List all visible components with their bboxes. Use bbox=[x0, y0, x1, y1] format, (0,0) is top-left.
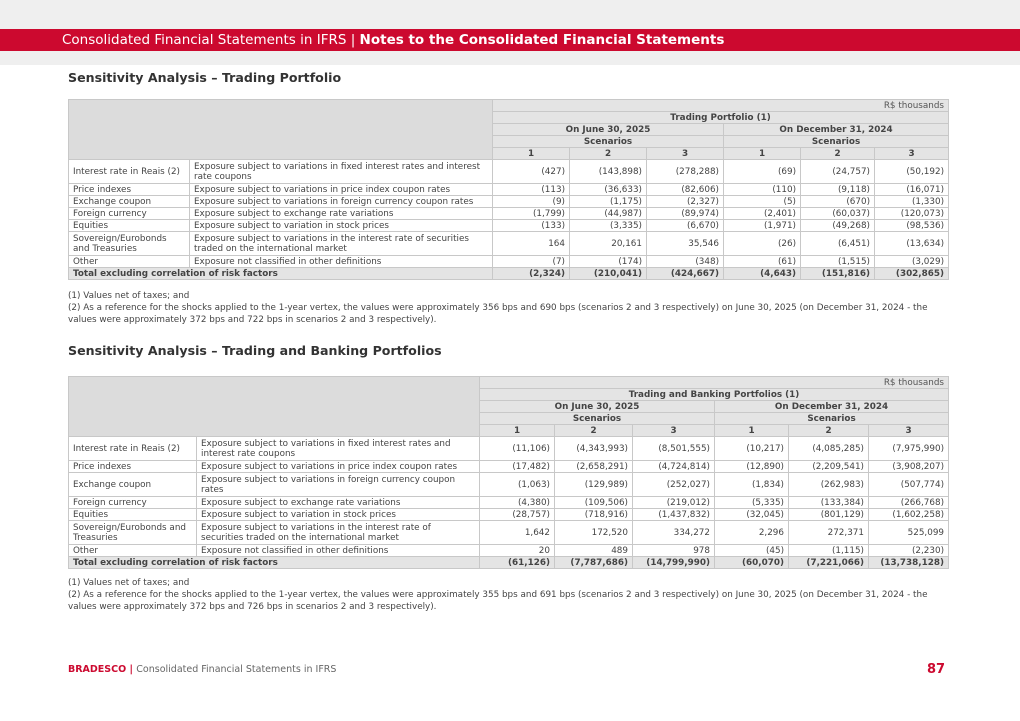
value-cell: (49,268) bbox=[801, 220, 875, 232]
risk-factor-label: Other bbox=[69, 545, 197, 557]
footer-text: Consolidated Financial Statements in IFRS bbox=[136, 664, 337, 675]
value-cell: (3,335) bbox=[570, 220, 647, 232]
header-right-text: Notes to the Consolidated Financial Statements bbox=[359, 32, 725, 48]
value-cell: (1,330) bbox=[875, 196, 949, 208]
value-cell: 334,272 bbox=[633, 521, 715, 545]
value-cell: (82,606) bbox=[647, 184, 724, 196]
table-row bbox=[69, 461, 949, 473]
total-value: (60,070) bbox=[715, 557, 789, 569]
footer-brand: BRADESCO bbox=[68, 664, 127, 675]
footnote: (2) As a reference for the shocks applied to the 1-year vertex, the values were approximately 355 bps and 691 bps (scenarios 2 and 3 respectively) on June 30, 2025 (on December 31, 2024 - the values were approximately 372 bps and 726 bps in scenarios 2 and 3 respectively). bbox=[68, 590, 928, 612]
period-header: On June 30, 2025 bbox=[493, 124, 724, 136]
total-value: (7,221,066) bbox=[789, 557, 869, 569]
value-cell: (28,757) bbox=[480, 509, 555, 521]
table-row bbox=[69, 232, 949, 256]
value-cell: (113) bbox=[493, 184, 570, 196]
table-row bbox=[69, 509, 949, 521]
table-row bbox=[69, 160, 949, 184]
scenario-number: 3 bbox=[875, 148, 949, 160]
exposure-description: Exposure subject to variations in price index coupon rates bbox=[190, 184, 493, 196]
exposure-description: Exposure not classified in other definitions bbox=[197, 545, 480, 557]
value-cell: (17,482) bbox=[480, 461, 555, 473]
total-label: Total excluding correlation of risk factors bbox=[69, 557, 480, 569]
risk-factor-label: Exchange coupon bbox=[69, 473, 197, 497]
value-cell: (143,898) bbox=[570, 160, 647, 184]
value-cell: (1,437,832) bbox=[633, 509, 715, 521]
value-cell: (10,217) bbox=[715, 437, 789, 461]
header-left-text: Consolidated Financial Statements in IFRS bbox=[62, 32, 347, 48]
value-cell: (60,037) bbox=[801, 208, 875, 220]
scenario-number: 1 bbox=[724, 148, 801, 160]
portfolio-group-header: Trading Portfolio (1) bbox=[493, 112, 949, 124]
value-cell: (266,768) bbox=[869, 497, 949, 509]
value-cell: (16,071) bbox=[875, 184, 949, 196]
total-value: (7,787,686) bbox=[555, 557, 633, 569]
value-cell: (2,327) bbox=[647, 196, 724, 208]
risk-factor-label: Sovereign/Eurobonds and Treasuries bbox=[69, 232, 190, 256]
value-cell: (133,384) bbox=[789, 497, 869, 509]
total-value: (4,643) bbox=[724, 268, 801, 280]
table-row bbox=[69, 196, 949, 208]
portfolio-group-header: Trading and Banking Portfolios (1) bbox=[480, 389, 949, 401]
value-cell: (26) bbox=[724, 232, 801, 256]
header-blank-cell bbox=[69, 100, 493, 160]
table-row bbox=[69, 497, 949, 509]
value-cell: (1,799) bbox=[493, 208, 570, 220]
table-row bbox=[69, 220, 949, 232]
value-cell: (1,063) bbox=[480, 473, 555, 497]
value-cell: (109,506) bbox=[555, 497, 633, 509]
table-row bbox=[69, 184, 949, 196]
value-cell: (427) bbox=[493, 160, 570, 184]
value-cell: (507,774) bbox=[869, 473, 949, 497]
value-cell: (13,634) bbox=[875, 232, 949, 256]
period-header: On June 30, 2025 bbox=[480, 401, 715, 413]
value-cell: (2,401) bbox=[724, 208, 801, 220]
value-cell: (2,230) bbox=[869, 545, 949, 557]
risk-factor-label: Interest rate in Reais (2) bbox=[69, 160, 190, 184]
value-cell: (4,343,993) bbox=[555, 437, 633, 461]
scenario-number: 2 bbox=[801, 148, 875, 160]
header-separator: | bbox=[346, 32, 360, 48]
total-value: (302,865) bbox=[875, 268, 949, 280]
value-cell: 164 bbox=[493, 232, 570, 256]
value-cell: (61) bbox=[724, 256, 801, 268]
value-cell: (7) bbox=[493, 256, 570, 268]
header-blank-cell bbox=[69, 377, 480, 437]
risk-factor-label: Equities bbox=[69, 509, 197, 521]
value-cell: (4,380) bbox=[480, 497, 555, 509]
unit-label: R$ thousands bbox=[480, 377, 949, 389]
value-cell: (44,987) bbox=[570, 208, 647, 220]
scenario-number: 2 bbox=[789, 425, 869, 437]
value-cell: (50,192) bbox=[875, 160, 949, 184]
value-cell: (8,501,555) bbox=[633, 437, 715, 461]
scenario-number: 1 bbox=[480, 425, 555, 437]
value-cell: (4,724,814) bbox=[633, 461, 715, 473]
value-cell: (2,209,541) bbox=[789, 461, 869, 473]
value-cell: (718,916) bbox=[555, 509, 633, 521]
risk-factor-label: Other bbox=[69, 256, 190, 268]
value-cell: (5,335) bbox=[715, 497, 789, 509]
period-header: On December 31, 2024 bbox=[724, 124, 949, 136]
table-row bbox=[69, 473, 949, 497]
risk-factor-label: Price indexes bbox=[69, 184, 190, 196]
value-cell: (1,971) bbox=[724, 220, 801, 232]
page-header-banner bbox=[0, 29, 1020, 51]
scenario-number: 2 bbox=[555, 425, 633, 437]
table-row bbox=[69, 521, 949, 545]
value-cell: (4,085,285) bbox=[789, 437, 869, 461]
scenarios-header: Scenarios bbox=[493, 136, 724, 148]
total-value: (2,324) bbox=[493, 268, 570, 280]
table-notes-trading bbox=[68, 290, 948, 326]
value-cell: (219,012) bbox=[633, 497, 715, 509]
total-row bbox=[69, 268, 949, 280]
scenarios-header: Scenarios bbox=[724, 136, 949, 148]
value-cell: (98,536) bbox=[875, 220, 949, 232]
risk-factor-label: Price indexes bbox=[69, 461, 197, 473]
scenario-number: 1 bbox=[715, 425, 789, 437]
table-notes-trading-banking bbox=[68, 577, 948, 613]
value-cell: (133) bbox=[493, 220, 570, 232]
scenarios-header: Scenarios bbox=[480, 413, 715, 425]
value-cell: (348) bbox=[647, 256, 724, 268]
top-margin bbox=[0, 0, 1020, 29]
value-cell: (278,288) bbox=[647, 160, 724, 184]
section-title-trading-banking: Sensitivity Analysis – Trading and Banking Portfolios bbox=[68, 343, 442, 358]
table-row bbox=[69, 437, 949, 461]
total-label: Total excluding correlation of risk factors bbox=[69, 268, 493, 280]
sensitivity-table-trading-banking bbox=[68, 376, 949, 569]
value-cell: (11,106) bbox=[480, 437, 555, 461]
value-cell: (1,515) bbox=[801, 256, 875, 268]
scenario-number: 3 bbox=[647, 148, 724, 160]
value-cell: (1,834) bbox=[715, 473, 789, 497]
value-cell: 2,296 bbox=[715, 521, 789, 545]
scenario-number: 3 bbox=[869, 425, 949, 437]
value-cell: (801,129) bbox=[789, 509, 869, 521]
scenario-number: 2 bbox=[570, 148, 647, 160]
footnote: (1) Values net of taxes; and bbox=[68, 291, 190, 301]
period-header: On December 31, 2024 bbox=[715, 401, 949, 413]
value-cell: (89,974) bbox=[647, 208, 724, 220]
value-cell: (1,175) bbox=[570, 196, 647, 208]
risk-factor-label: Exchange coupon bbox=[69, 196, 190, 208]
risk-factor-label: Equities bbox=[69, 220, 190, 232]
exposure-description: Exposure subject to variations in fixed interest rates and interest rate coupons bbox=[190, 160, 493, 184]
value-cell: 489 bbox=[555, 545, 633, 557]
value-cell: (3,029) bbox=[875, 256, 949, 268]
value-cell: (129,989) bbox=[555, 473, 633, 497]
section-title-trading: Sensitivity Analysis – Trading Portfolio bbox=[68, 70, 342, 85]
footnote: (2) As a reference for the shocks applied to the 1-year vertex, the values were approximately 356 bps and 690 bps (scenarios 2 and 3 respectively) on June 30, 2025 (on December 31, 2024 - the values were approximately 372 bps and 722 bps in scenarios 2 and 3 respectively). bbox=[68, 303, 928, 325]
value-cell: (24,757) bbox=[801, 160, 875, 184]
value-cell: (120,073) bbox=[875, 208, 949, 220]
value-cell: (3,908,207) bbox=[869, 461, 949, 473]
exposure-description: Exposure subject to exchange rate variations bbox=[197, 497, 480, 509]
sensitivity-table-trading bbox=[68, 99, 949, 280]
risk-factor-label: Foreign currency bbox=[69, 208, 190, 220]
exposure-description: Exposure not classified in other definitions bbox=[190, 256, 493, 268]
value-cell: (9) bbox=[493, 196, 570, 208]
unit-label: R$ thousands bbox=[493, 100, 949, 112]
value-cell: 525,099 bbox=[869, 521, 949, 545]
value-cell: (45) bbox=[715, 545, 789, 557]
value-cell: (69) bbox=[724, 160, 801, 184]
value-cell: 20,161 bbox=[570, 232, 647, 256]
value-cell: (252,027) bbox=[633, 473, 715, 497]
table-row bbox=[69, 208, 949, 220]
value-cell: (7,975,990) bbox=[869, 437, 949, 461]
exposure-description: Exposure subject to variations in foreign currency coupon rates bbox=[197, 473, 480, 497]
total-value: (151,816) bbox=[801, 268, 875, 280]
footer-separator: | bbox=[126, 664, 137, 675]
value-cell: 35,546 bbox=[647, 232, 724, 256]
exposure-description: Exposure subject to exchange rate variations bbox=[190, 208, 493, 220]
value-cell: (174) bbox=[570, 256, 647, 268]
page-number: 87 bbox=[927, 662, 946, 677]
total-value: (13,738,128) bbox=[869, 557, 949, 569]
exposure-description: Exposure subject to variations in price index coupon rates bbox=[197, 461, 480, 473]
risk-factor-label: Interest rate in Reais (2) bbox=[69, 437, 197, 461]
value-cell: (1,115) bbox=[789, 545, 869, 557]
total-value: (424,667) bbox=[647, 268, 724, 280]
risk-factor-label: Sovereign/Eurobonds and Treasuries bbox=[69, 521, 197, 545]
exposure-description: Exposure subject to variation in stock prices bbox=[197, 509, 480, 521]
total-value: (61,126) bbox=[480, 557, 555, 569]
value-cell: (2,658,291) bbox=[555, 461, 633, 473]
exposure-description: Exposure subject to variation in stock prices bbox=[190, 220, 493, 232]
exposure-description: Exposure subject to variations in fixed interest rates and interest rate coupons bbox=[197, 437, 480, 461]
value-cell: (5) bbox=[724, 196, 801, 208]
footnote: (1) Values net of taxes; and bbox=[68, 578, 190, 588]
header-gray-band bbox=[0, 51, 1020, 65]
total-row bbox=[69, 557, 949, 569]
value-cell: 172,520 bbox=[555, 521, 633, 545]
value-cell: 20 bbox=[480, 545, 555, 557]
scenario-number: 3 bbox=[633, 425, 715, 437]
value-cell: (9,118) bbox=[801, 184, 875, 196]
scenarios-header: Scenarios bbox=[715, 413, 949, 425]
exposure-description: Exposure subject to variations in the interest rate of securities traded on the international market bbox=[197, 521, 480, 545]
total-value: (210,041) bbox=[570, 268, 647, 280]
value-cell: (36,633) bbox=[570, 184, 647, 196]
value-cell: (32,045) bbox=[715, 509, 789, 521]
value-cell: (1,602,258) bbox=[869, 509, 949, 521]
table-row bbox=[69, 545, 949, 557]
exposure-description: Exposure subject to variations in the interest rate of securities traded on the international market bbox=[190, 232, 493, 256]
value-cell: (262,983) bbox=[789, 473, 869, 497]
page-footer bbox=[68, 664, 336, 675]
scenario-number: 1 bbox=[493, 148, 570, 160]
value-cell: 272,371 bbox=[789, 521, 869, 545]
value-cell: (6,670) bbox=[647, 220, 724, 232]
risk-factor-label: Foreign currency bbox=[69, 497, 197, 509]
value-cell: 978 bbox=[633, 545, 715, 557]
table-row bbox=[69, 256, 949, 268]
exposure-description: Exposure subject to variations in foreign currency coupon rates bbox=[190, 196, 493, 208]
total-value: (14,799,990) bbox=[633, 557, 715, 569]
value-cell: 1,642 bbox=[480, 521, 555, 545]
value-cell: (110) bbox=[724, 184, 801, 196]
value-cell: (6,451) bbox=[801, 232, 875, 256]
value-cell: (12,890) bbox=[715, 461, 789, 473]
value-cell: (670) bbox=[801, 196, 875, 208]
